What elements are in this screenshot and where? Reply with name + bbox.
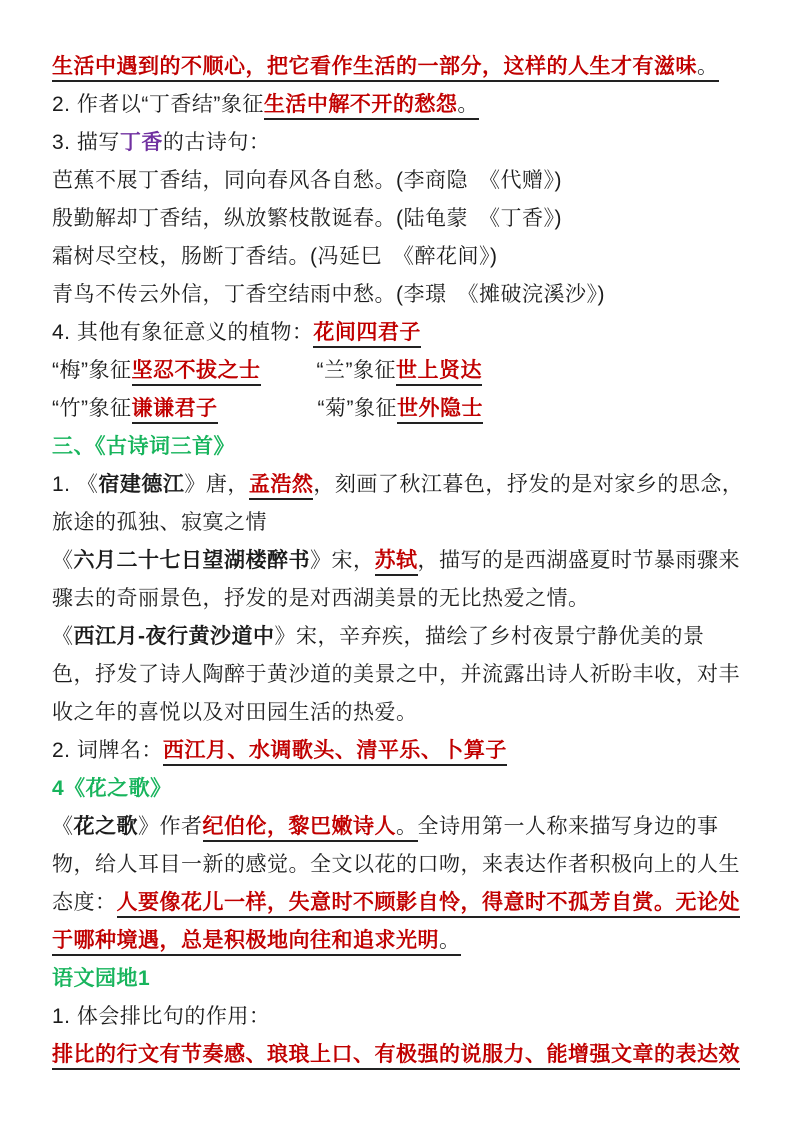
text-segment-red: 世外隐士 [397,397,483,424]
poem-line-tanpohuanxisha [52,276,753,314]
text-segment-plain: 4. 其他有象征意义的植物： [52,321,314,344]
text-segment-red: 西江月、水调歌头、清平乐、卜算子 [163,739,507,766]
text-segment-red: 谦谦君子 [132,397,218,424]
text-segment-plain: 殷勤解却丁香结，纵放繁枝散诞春。(陆龟蒙 《丁香》) [52,207,562,230]
text-segment-plain: 《 [52,549,74,572]
text-segment-red: 花间四君子 [313,321,421,348]
text-segment-plain: 》作者 [138,815,203,838]
text-segment-gap [261,376,317,377]
text-segment-purple: 丁香 [119,131,163,154]
text-segment-red: 于哪种境遇，总是积极地向往和追求光明 [52,929,439,956]
document-body [52,48,753,1074]
text-segment-gap [218,414,318,415]
xijiangyue-line-2 [52,656,753,694]
huazhige-line-1 [52,808,753,846]
plants-zhu-ju [52,390,753,428]
text-segment-plain: 1. 体会排比句的作用： [52,1005,271,1028]
text-segment-red: 苏轼 [375,549,418,576]
text-segment-plain: 青鸟不传云外信，丁香空结雨中愁。(李璟 《摊破浣溪沙》) [52,283,605,306]
huazhige-line-4 [52,922,753,960]
huazhige-line-3 [52,884,753,922]
text-segment-green: 三、《古诗词三首》 [52,435,235,458]
text-segment-red: 生活中遇到的不顺心，把它看作生活的一部分，这样的人生才有滋味 [52,55,697,82]
item-2-dingxiangjie-symbolism [52,86,753,124]
huazhige-line-2 [52,846,753,884]
item-4-symbolic-plants [52,314,753,352]
text-segment-uplain: 。 [697,55,719,82]
text-segment-red: 纪伯伦，黎巴嫩诗人 [203,815,397,842]
text-segment-uplain: 。 [439,929,461,956]
wanghulou-line-2 [52,580,753,618]
text-segment-plain: 旅途的孤独、寂寞之情 [52,511,267,534]
xijiangyue-line-1 [52,618,753,656]
text-segment-uplain: 。 [457,93,479,120]
text-segment-plain: 的古诗句： [162,131,271,154]
text-segment-green: 4《花之歌》 [52,777,172,800]
text-segment-green: 语文园地1 [52,967,151,990]
sujiandejiang-line-2 [52,504,753,542]
text-segment-red: 坚忍不拔之士 [132,359,261,386]
text-segment-plain: 1. 《 [52,473,99,496]
item-3-poem-intro [52,124,753,162]
text-segment-plain: 》唐， [184,473,249,496]
wanghulou-line-1 [52,542,753,580]
text-segment-plain: 物，给人耳目一新的感觉。全文以花的口吻，来表达作者积极向上的人生 [52,853,740,876]
text-segment-uplain: 。 [396,815,418,842]
heading-yuwen-yuandi-1 [52,960,753,998]
text-segment-plain: 霜树尽空枝，肠断丁香结。(冯延巳 《醉花间》) [52,245,498,268]
poem-line-zuihuajian [52,238,753,276]
text-segment-red: 生活中解不开的愁怨 [264,93,458,120]
continuation-key-answer [52,48,753,86]
poem-line-dingxiang [52,200,753,238]
text-segment-bold: 花之歌 [73,815,138,838]
text-segment-plain: 骤去的奇丽景色，抒发的是对西湖美景的无比热爱之情。 [52,587,590,610]
heading-huazhige [52,770,753,808]
text-segment-bold: 六月二十七日望湖楼醉书 [73,549,310,572]
text-segment-plain: 态度： [52,891,117,914]
text-segment-red: 人要像花儿一样，失意时不顾影自怜，得意时不孤芳自赏。无论处 [117,891,741,918]
text-segment-plain: 》宋，辛弃疾，描绘了乡村夜景宁静优美的景 [274,625,705,648]
item-2-cipai-names [52,732,753,770]
text-segment-bold: 西江月-夜行黄沙道中 [73,625,275,648]
text-segment-plain: 2. 词牌名： [52,739,163,762]
text-segment-red: 排比的行文有节奏感、琅琅上口、有极强的说服力、能增强文章的表达效 [52,1043,740,1070]
text-segment-plain: ，刻画了秋江暮色，抒发的是对家乡的思念， [313,473,744,496]
plants-mei-lan [52,352,753,390]
text-segment-red: 世上贤达 [396,359,482,386]
text-segment-plain: 2. 作者以“丁香结”象征 [52,93,264,116]
text-segment-bold: 宿建德江 [98,473,185,496]
sujiandejiang-line-1 [52,466,753,504]
text-segment-plain: 《 [52,625,74,648]
text-segment-plain: 3. 描写 [52,131,120,154]
text-segment-plain: 色，抒发了诗人陶醉于黄沙道的美景之中，并流露出诗人祈盼丰收，对丰 [52,663,740,686]
text-segment-plain: ，描写的是西湖盛夏时节暴雨骤来 [417,549,740,572]
text-segment-plain: “竹”象征 [52,397,132,420]
heading-gushici-sanshou [52,428,753,466]
text-segment-plain: 全诗用第一人称来描写身边的事 [417,815,719,838]
paibiju-answer [52,1036,753,1074]
text-segment-plain: 收之年的喜悦以及对田园生活的热爱。 [52,701,418,724]
paibiju-intro [52,998,753,1036]
text-segment-plain: “兰”象征 [316,359,396,382]
text-segment-plain: “梅”象征 [52,359,132,382]
text-segment-plain: 芭蕉不展丁香结，同向春风各自愁。(李商隐 《代赠》) [52,169,562,192]
text-segment-red: 孟浩然 [249,473,314,500]
poem-line-daizeng [52,162,753,200]
text-segment-plain: 《 [52,815,74,838]
xijiangyue-line-3 [52,694,753,732]
text-segment-plain: 》宋， [310,549,375,572]
text-segment-plain: “菊”象征 [317,397,397,420]
